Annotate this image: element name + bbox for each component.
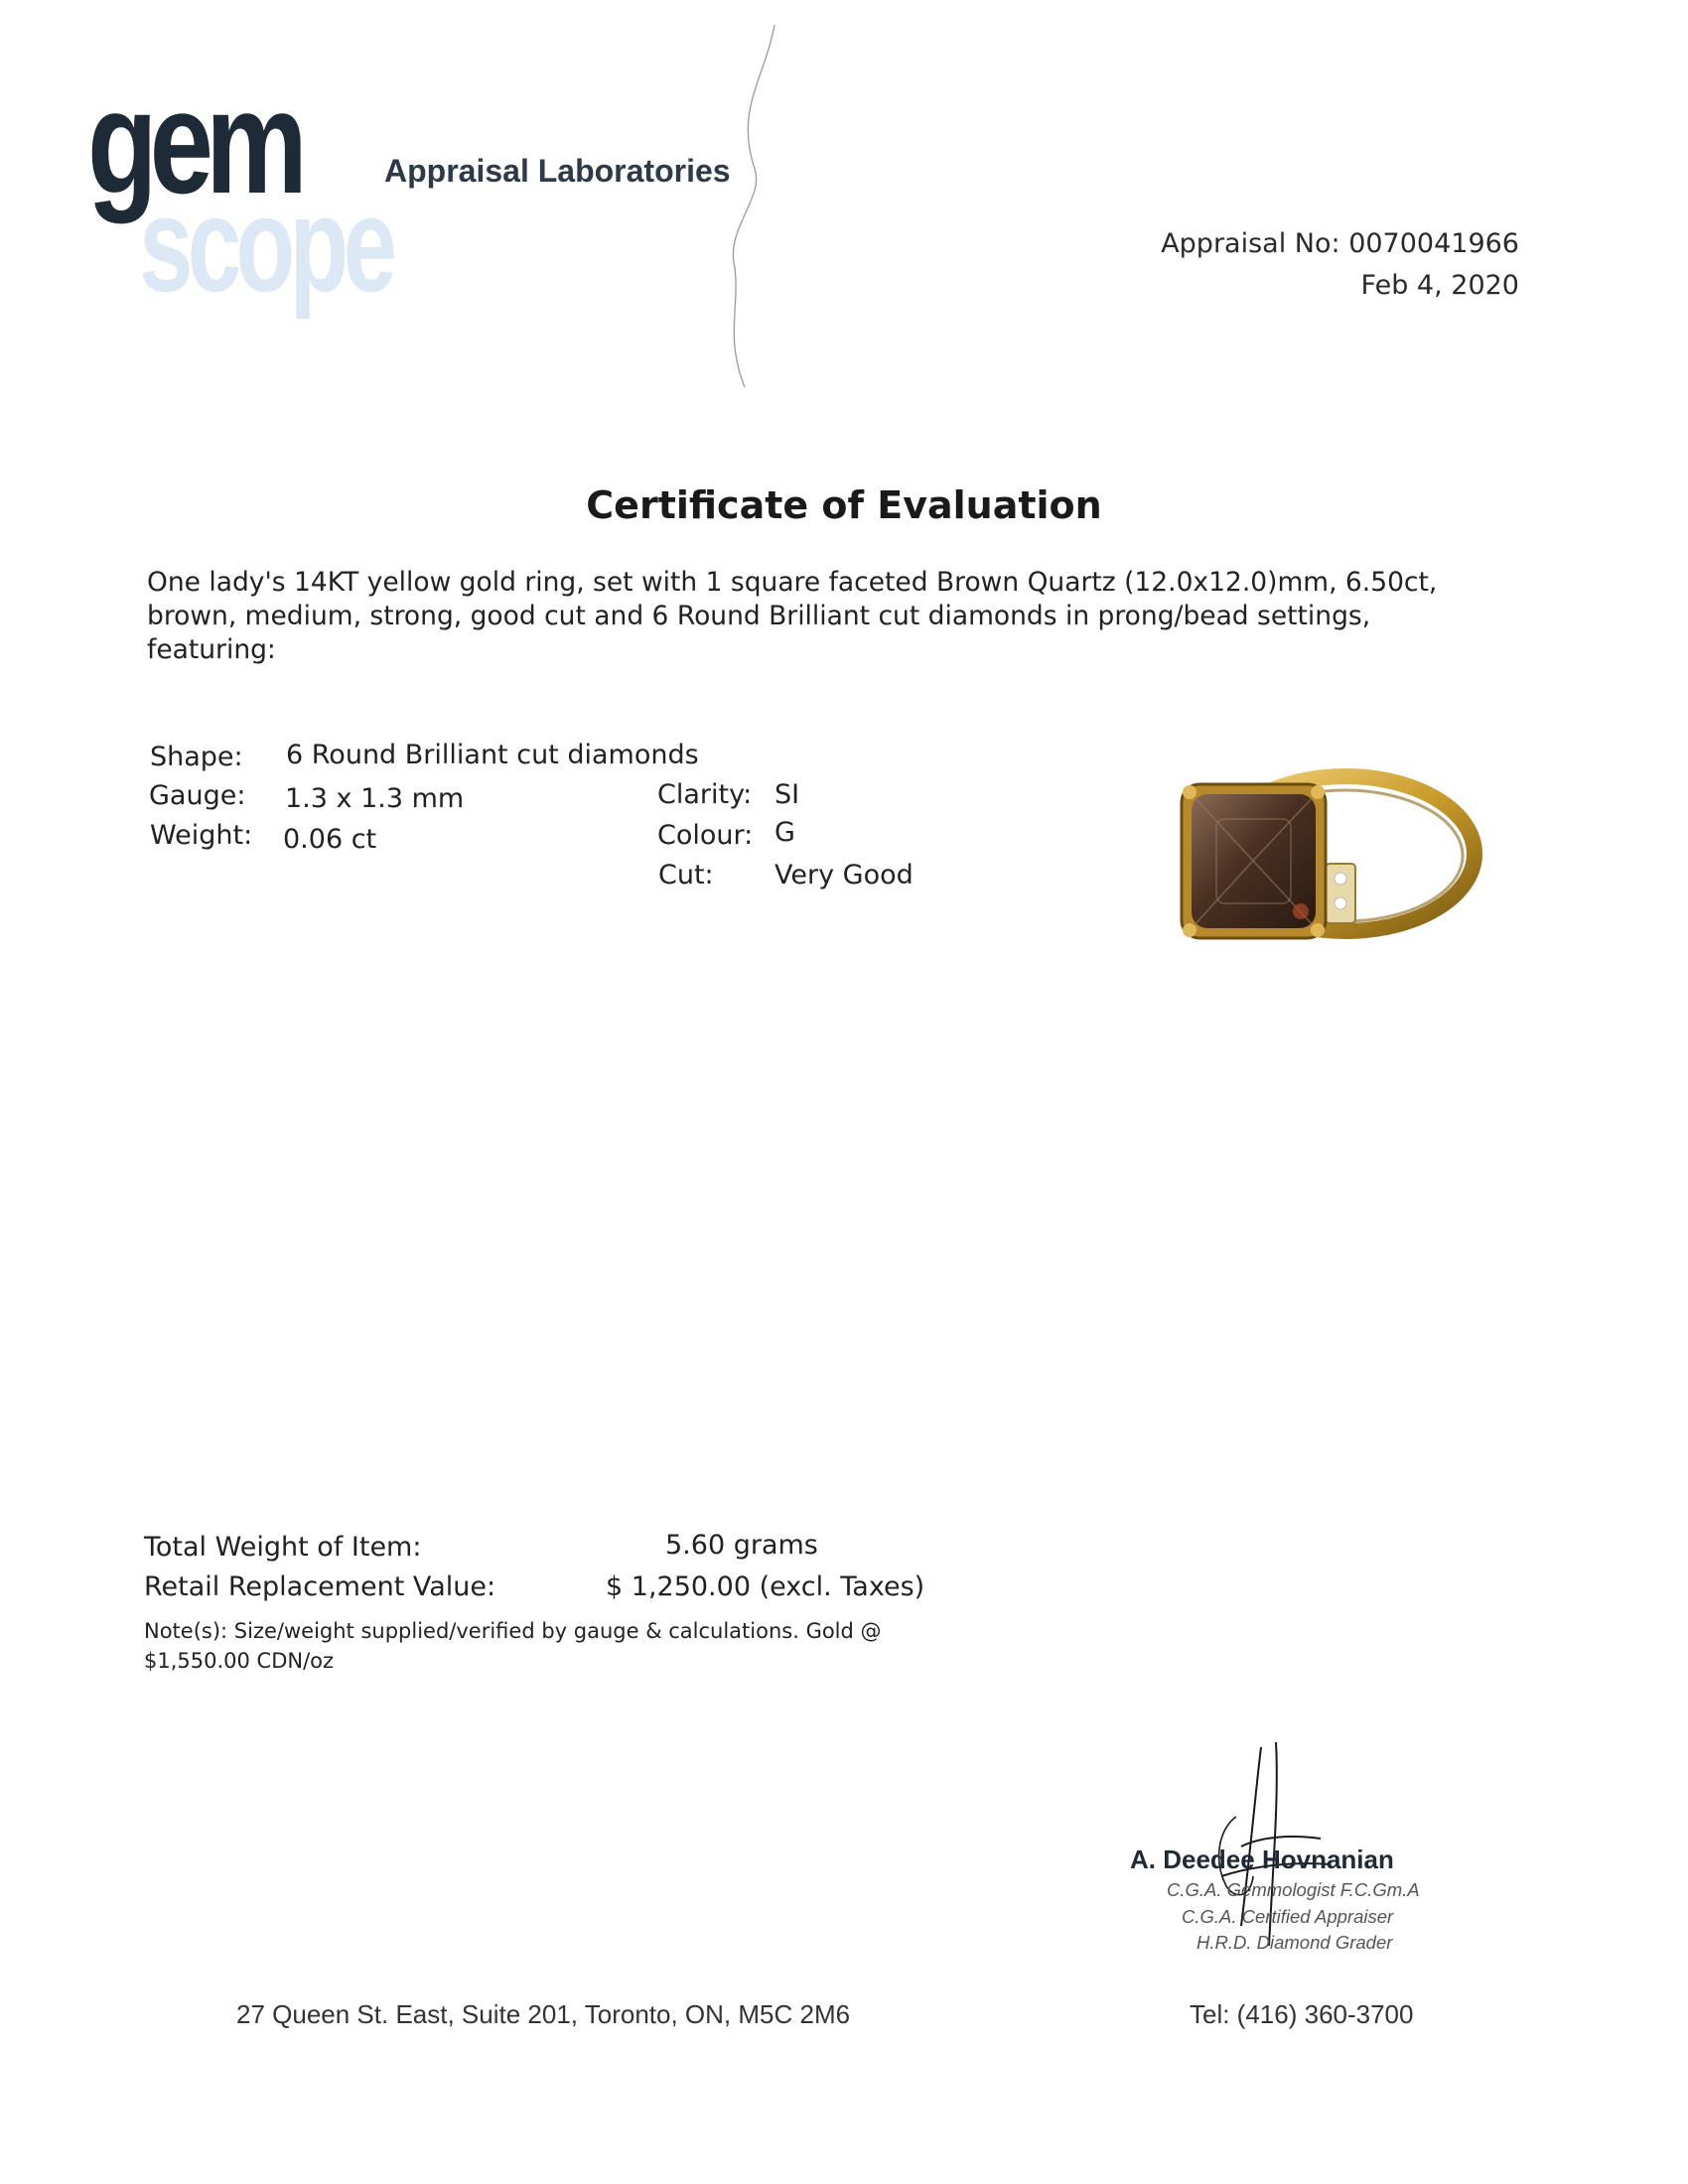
weight-label: Weight: <box>150 820 253 851</box>
appraiser-name: A. Deedee Hovnanian <box>1130 1844 1394 1874</box>
logo-scope-text: scope <box>139 169 392 320</box>
credential-3: H.R.D. Diamond Grader <box>1196 1932 1393 1953</box>
item-description: One lady's 14KT yellow gold ring, set with 1 square faceted Brown Quartz (12.0x12.0)mm, 6.50ct, brown, medium, strong, good cut and 6 Round Brilliant cut diamonds in prong/bead settings, featuring: <box>147 567 1438 665</box>
lab-name: Appraisal Laboratories <box>384 153 731 189</box>
ring-photo <box>1152 745 1489 1013</box>
note <box>144 1616 938 1676</box>
gauge-value: 1.3 x 1.3 mm <box>285 783 465 814</box>
shape-value: 6 Round Brilliant cut diamonds <box>286 740 699 770</box>
clarity-value: SI <box>774 779 800 810</box>
cut-value: Very Good <box>774 860 914 890</box>
page-title: Certificate of Evaluation <box>586 483 1102 527</box>
address: 27 Queen St. East, Suite 201, Toronto, ON, M5C 2M6 <box>236 1999 851 2029</box>
decorative-curve <box>695 20 814 397</box>
weight-value: 0.06 ct <box>283 824 377 855</box>
appraisal-date: Feb 4, 2020 <box>1360 270 1519 301</box>
telephone: Tel: (416) 360-3700 <box>1190 1999 1414 2029</box>
shape-label: Shape: <box>150 742 243 772</box>
cut-label: Cut: <box>658 860 714 890</box>
note-line-1: Note(s): Size/weight supplied/verified by gauge & calculations. Gold @ <box>144 1619 882 1643</box>
appraisal-label: Appraisal No: <box>1161 228 1340 259</box>
colour-label: Colour: <box>657 820 754 851</box>
note-line-2: $1,550.00 CDN/oz <box>144 1649 335 1673</box>
total-weight-label: Total Weight of Item: <box>144 1532 422 1563</box>
credential-1: C.G.A. Gemmologist F.C.Gm.A <box>1167 1879 1420 1900</box>
appraisal-value: 0070041966 <box>1348 228 1519 259</box>
gauge-label: Gauge: <box>149 780 246 811</box>
appraisal-number <box>1161 228 1519 259</box>
retail-value-label: Retail Replacement Value: <box>144 1571 496 1602</box>
retail-value: $ 1,250.00 (excl. Taxes) <box>606 1571 925 1602</box>
logo-gem-text: gem <box>87 61 300 224</box>
total-weight-value: 5.60 grams <box>665 1530 818 1561</box>
credential-2: C.G.A. Certified Appraiser <box>1182 1906 1394 1927</box>
colour-value: G <box>774 817 795 848</box>
clarity-label: Clarity: <box>657 779 753 810</box>
